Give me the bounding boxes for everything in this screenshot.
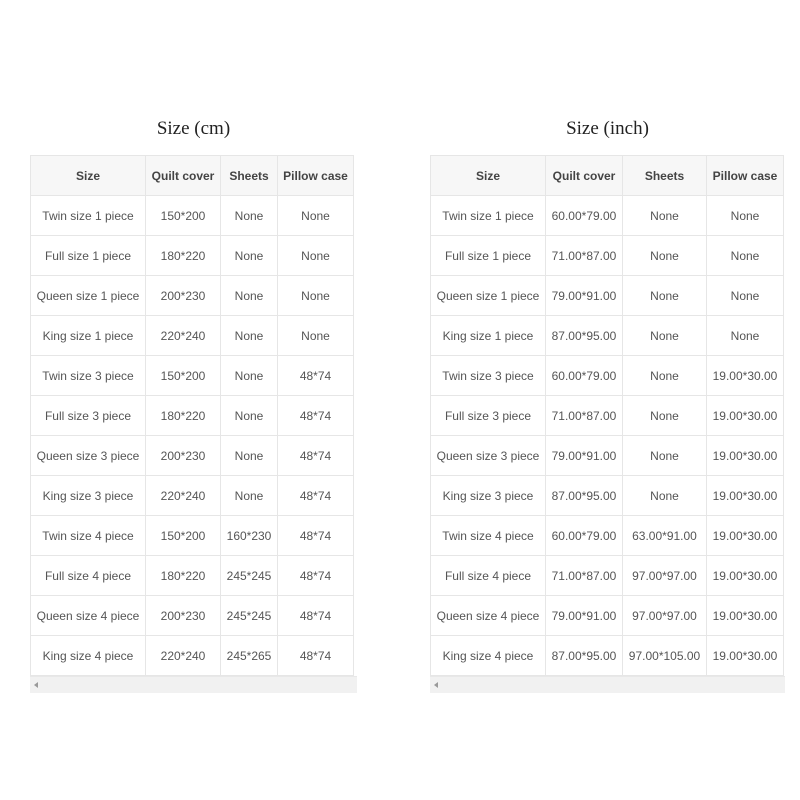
size-inch-panel bbox=[430, 112, 785, 693]
column-header: Quilt cover bbox=[146, 156, 221, 196]
table-row bbox=[431, 476, 784, 516]
table-cell: 160*230 bbox=[221, 516, 278, 556]
table-row bbox=[431, 436, 784, 476]
table-cell: 48*74 bbox=[278, 596, 354, 636]
table-cell: Queen size 3 piece bbox=[431, 436, 546, 476]
table-cell: Queen size 4 piece bbox=[431, 596, 546, 636]
table-cell: Twin size 3 piece bbox=[31, 356, 146, 396]
table-cell: None bbox=[707, 316, 784, 356]
table-cell: King size 3 piece bbox=[31, 476, 146, 516]
table-cell: None bbox=[221, 316, 278, 356]
table-cell: 19.00*30.00 bbox=[707, 396, 784, 436]
table-cell: 220*240 bbox=[146, 636, 221, 676]
table-row bbox=[431, 276, 784, 316]
table-row bbox=[431, 316, 784, 356]
table-cell: Full size 4 piece bbox=[431, 556, 546, 596]
table-cell: 19.00*30.00 bbox=[707, 636, 784, 676]
table-cell: None bbox=[221, 396, 278, 436]
table-row bbox=[431, 356, 784, 396]
table-cell: 71.00*87.00 bbox=[546, 556, 623, 596]
column-header: Size bbox=[31, 156, 146, 196]
table-header-row bbox=[431, 156, 784, 196]
table-cell: Queen size 4 piece bbox=[31, 596, 146, 636]
table-cell: 48*74 bbox=[278, 356, 354, 396]
table-cell: None bbox=[623, 276, 707, 316]
table-row bbox=[31, 516, 354, 556]
column-header: Pillow case bbox=[278, 156, 354, 196]
table-cell: None bbox=[623, 436, 707, 476]
table-row bbox=[431, 196, 784, 236]
table-cell: Full size 3 piece bbox=[31, 396, 146, 436]
table-cell: 97.00*105.00 bbox=[623, 636, 707, 676]
table-row bbox=[31, 396, 354, 436]
table-cell: 60.00*79.00 bbox=[546, 196, 623, 236]
table-cell: 48*74 bbox=[278, 436, 354, 476]
table-row bbox=[431, 556, 784, 596]
table-cell: 200*230 bbox=[146, 276, 221, 316]
table-cell: 180*220 bbox=[146, 556, 221, 596]
table-cell: None bbox=[623, 316, 707, 356]
table-cell: 87.00*95.00 bbox=[546, 316, 623, 356]
table-cell: King size 4 piece bbox=[31, 636, 146, 676]
table-cell: Queen size 1 piece bbox=[431, 276, 546, 316]
table-cell: 19.00*30.00 bbox=[707, 596, 784, 636]
table-cell: None bbox=[221, 356, 278, 396]
table-cell: King size 4 piece bbox=[431, 636, 546, 676]
table-cell: None bbox=[221, 436, 278, 476]
table-cell: None bbox=[707, 196, 784, 236]
table-cell: None bbox=[707, 276, 784, 316]
table-row bbox=[31, 436, 354, 476]
table-cell: 63.00*91.00 bbox=[623, 516, 707, 556]
size-inch-table bbox=[430, 155, 784, 676]
table-row bbox=[31, 316, 354, 356]
size-cm-title: Size (cm) bbox=[156, 118, 231, 139]
table-cell: 48*74 bbox=[278, 516, 354, 556]
table-row bbox=[431, 516, 784, 556]
table-cell: 48*74 bbox=[278, 636, 354, 676]
table-cell: 87.00*95.00 bbox=[546, 476, 623, 516]
table-cell: 87.00*95.00 bbox=[546, 636, 623, 676]
table-row bbox=[31, 596, 354, 636]
table-cell: None bbox=[623, 236, 707, 276]
table-cell: Full size 3 piece bbox=[431, 396, 546, 436]
table-row bbox=[431, 596, 784, 636]
table-cell: Full size 1 piece bbox=[431, 236, 546, 276]
table-cell: Queen size 1 piece bbox=[31, 276, 146, 316]
table-row bbox=[431, 636, 784, 676]
table-cell: None bbox=[221, 196, 278, 236]
table-cell: Full size 1 piece bbox=[31, 236, 146, 276]
table-row bbox=[431, 396, 784, 436]
table-cell: 220*240 bbox=[146, 476, 221, 516]
table-cell: 245*245 bbox=[221, 596, 278, 636]
table-cell: None bbox=[221, 236, 278, 276]
table-cell: None bbox=[707, 236, 784, 276]
table-cell: 97.00*97.00 bbox=[623, 596, 707, 636]
table-row bbox=[31, 196, 354, 236]
table-cell: 71.00*87.00 bbox=[546, 396, 623, 436]
table-cell: Twin size 1 piece bbox=[31, 196, 146, 236]
table-cell: King size 1 piece bbox=[431, 316, 546, 356]
table-cell: 220*240 bbox=[146, 316, 221, 356]
table-cell: Full size 4 piece bbox=[31, 556, 146, 596]
table-cell: Twin size 4 piece bbox=[31, 516, 146, 556]
table-cell: None bbox=[278, 196, 354, 236]
table-cell: 71.00*87.00 bbox=[546, 236, 623, 276]
table-row bbox=[31, 636, 354, 676]
table-cell: 79.00*91.00 bbox=[546, 276, 623, 316]
table-cell: 245*245 bbox=[221, 556, 278, 596]
table-cell: 48*74 bbox=[278, 396, 354, 436]
table-cell: None bbox=[623, 396, 707, 436]
table-cell: 60.00*79.00 bbox=[546, 356, 623, 396]
table-cell: 180*220 bbox=[146, 396, 221, 436]
table-cell: 150*200 bbox=[146, 356, 221, 396]
table-cell: 48*74 bbox=[278, 556, 354, 596]
table-cell: None bbox=[221, 276, 278, 316]
table-cell: 245*265 bbox=[221, 636, 278, 676]
table-cell: 150*200 bbox=[146, 516, 221, 556]
table-cell: Twin size 3 piece bbox=[431, 356, 546, 396]
table-cell: 48*74 bbox=[278, 476, 354, 516]
table-cell: 19.00*30.00 bbox=[707, 516, 784, 556]
table-cell: None bbox=[278, 236, 354, 276]
table-cell: Twin size 1 piece bbox=[431, 196, 546, 236]
table-row bbox=[31, 356, 354, 396]
table-cell: 19.00*30.00 bbox=[707, 476, 784, 516]
table-row bbox=[431, 236, 784, 276]
table-cell: 150*200 bbox=[146, 196, 221, 236]
table-cell: 200*230 bbox=[146, 596, 221, 636]
table-cell: King size 3 piece bbox=[431, 476, 546, 516]
table-header-row bbox=[31, 156, 354, 196]
horizontal-scrollbar[interactable] bbox=[430, 676, 785, 693]
table-cell: None bbox=[623, 476, 707, 516]
table-row bbox=[31, 476, 354, 516]
column-header: Quilt cover bbox=[546, 156, 623, 196]
size-cm-table bbox=[30, 155, 354, 676]
table-cell: 19.00*30.00 bbox=[707, 436, 784, 476]
table-cell: Queen size 3 piece bbox=[31, 436, 146, 476]
size-inch-title: Size (inch) bbox=[566, 118, 649, 139]
chevron-left-icon[interactable] bbox=[34, 682, 38, 688]
table-cell: None bbox=[623, 196, 707, 236]
table-cell: 19.00*30.00 bbox=[707, 356, 784, 396]
table-row bbox=[31, 556, 354, 596]
table-cell: None bbox=[278, 276, 354, 316]
table-row bbox=[31, 236, 354, 276]
column-header: Sheets bbox=[221, 156, 278, 196]
horizontal-scrollbar[interactable] bbox=[30, 676, 357, 693]
table-cell: King size 1 piece bbox=[31, 316, 146, 356]
table-cell: 180*220 bbox=[146, 236, 221, 276]
table-cell: None bbox=[278, 316, 354, 356]
table-row bbox=[31, 276, 354, 316]
table-cell: Twin size 4 piece bbox=[431, 516, 546, 556]
table-cell: None bbox=[623, 356, 707, 396]
chevron-left-icon[interactable] bbox=[434, 682, 438, 688]
table-cell: 97.00*97.00 bbox=[623, 556, 707, 596]
column-header: Sheets bbox=[623, 156, 707, 196]
table-cell: 200*230 bbox=[146, 436, 221, 476]
table-cell: 60.00*79.00 bbox=[546, 516, 623, 556]
table-cell: 19.00*30.00 bbox=[707, 556, 784, 596]
column-header: Size bbox=[431, 156, 546, 196]
table-cell: None bbox=[221, 476, 278, 516]
table-cell: 79.00*91.00 bbox=[546, 596, 623, 636]
size-cm-panel bbox=[30, 112, 357, 693]
column-header: Pillow case bbox=[707, 156, 784, 196]
table-cell: 79.00*91.00 bbox=[546, 436, 623, 476]
